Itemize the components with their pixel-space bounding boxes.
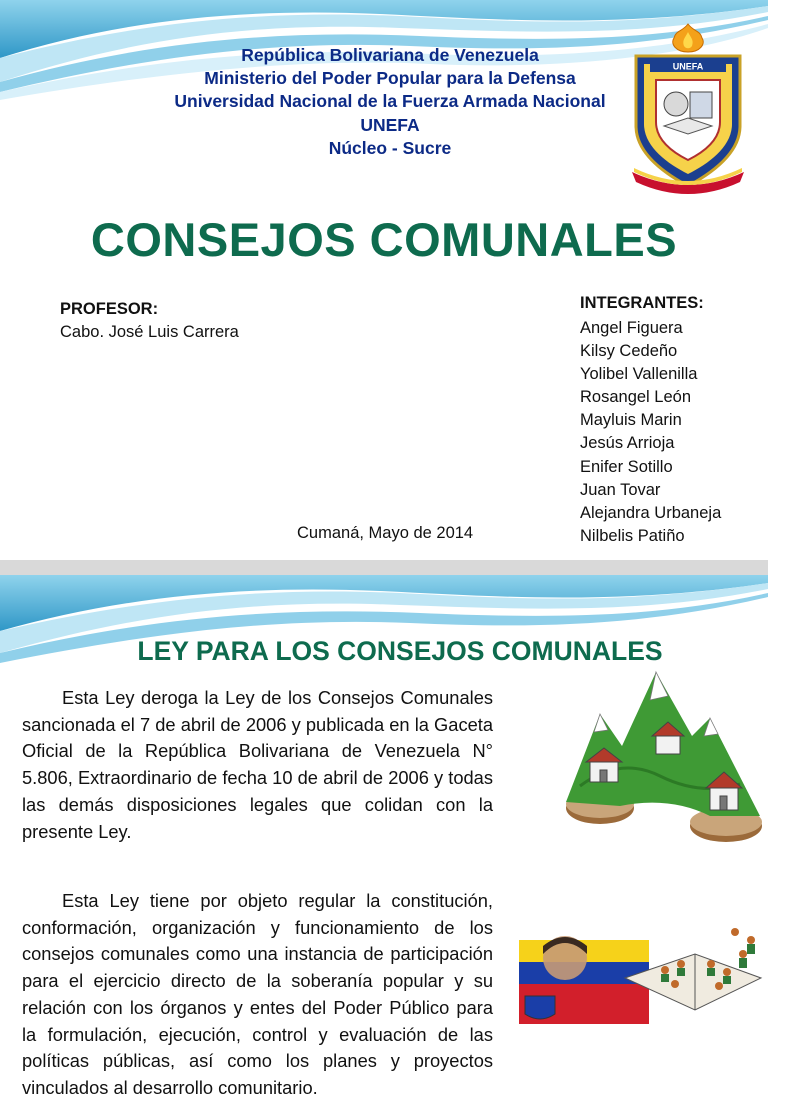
- member-item: Juan Tovar: [580, 480, 661, 499]
- law-paragraph-repeal: Esta Ley deroga la Ley de los Consejos Comunales sancionada el 7 de abril de 2006 y publicada en la Gaceta Oficial de la República Bolivariana de Venezuela N° 5.806, Extraordinario de fecha 10 de abril de 2006 y todas las demás disposiciones legales que colidan con la presente Ley.: [22, 687, 493, 842]
- members-label: INTEGRANTES:: [580, 294, 704, 312]
- slide-law: [0, 575, 768, 1098]
- member-item: Kilsy Cedeño: [580, 342, 678, 361]
- slide-law-title: LEY PARA LOS CONSEJOS COMUNALES: [137, 636, 663, 666]
- header-line-acronym: UNEFA: [360, 114, 420, 135]
- member-item: Yolibel Vallenilla: [580, 365, 698, 384]
- slide-main-title: CONSEJOS COMUNALES: [90, 213, 678, 266]
- member-item: Nilbelis Patiño: [580, 526, 685, 545]
- professor-label: PROFESOR:: [60, 300, 159, 318]
- members-list: [580, 317, 721, 548]
- header-line-republic: República Bolivariana de Venezuela: [241, 45, 539, 65]
- member-item: Mayluis Marin: [580, 411, 682, 430]
- member-item: Angel Figuera: [580, 319, 683, 337]
- slide-separator: [0, 560, 768, 575]
- professor-name: Cabo. José Luis Carrera: [60, 323, 239, 341]
- unefa-crest-logo: [630, 22, 746, 194]
- mountain-houses-illustration: [560, 666, 768, 852]
- place-date: Cumaná, Mayo de 2014: [297, 524, 474, 542]
- member-item: Jesús Arrioja: [580, 434, 675, 453]
- header-line-campus: Núcleo - Sucre: [328, 137, 452, 158]
- law-paragraph-purpose: Esta Ley tiene por objeto regular la constitución, conformación, organización y funcionamiento de los consejos comunales como una instancia de participación para el ejercicio directo de la soberanía popular y su relación con los órganos y entes del Poder Público para la formulación, ejecución, control y evaluación de las políticas públicas, así como los planes y proyectos vinculados al desarrollo comunitario.: [22, 890, 493, 1098]
- community-illustration: [515, 918, 765, 1024]
- header-line-university: Universidad Nacional de la Fuerza Armada Nacional: [174, 91, 606, 112]
- institution-header: [120, 44, 660, 160]
- member-item: Rosangel León: [580, 388, 692, 407]
- svg-text:UNEFA: UNEFA: [672, 61, 704, 72]
- header-line-ministry: Ministerio del Poder Popular para la Defensa: [204, 68, 576, 89]
- member-item: Enifer Sotillo: [580, 457, 673, 476]
- member-item: Alejandra Urbaneja: [580, 503, 722, 522]
- slide-title: [0, 0, 768, 560]
